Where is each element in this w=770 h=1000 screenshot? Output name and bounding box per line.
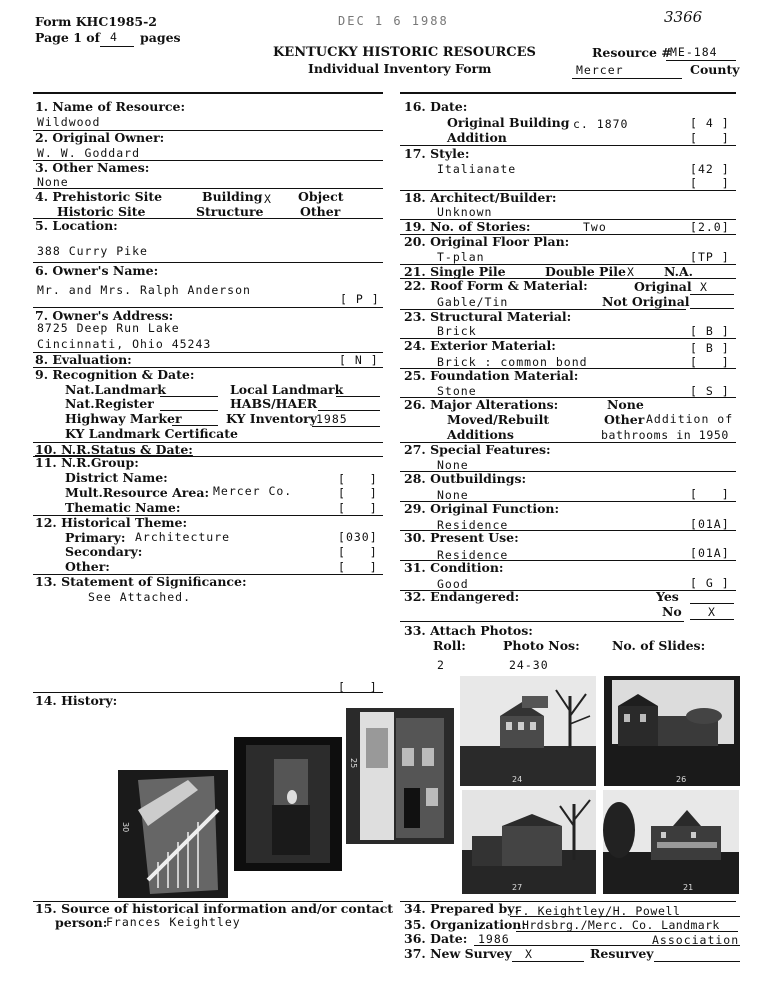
f33-roll-value: 2 [437, 658, 445, 672]
photo-26 [604, 676, 740, 786]
f12-primary: Primary: [65, 530, 126, 545]
f30-code: 01A [697, 546, 722, 560]
f29-code: 01A [697, 517, 722, 531]
f4-structure: Structure [196, 204, 264, 219]
f23-value: Brick [437, 324, 477, 338]
rule [400, 621, 684, 622]
f23-label: 23. Structural Material: [404, 309, 572, 324]
f12-secondary-bracket: [ ] [338, 545, 378, 559]
f13-value: See Attached. [88, 590, 192, 604]
f24-code: B [705, 341, 714, 355]
f4-label: 4. Prehistoric Site [35, 189, 163, 204]
f14-label: 14. History: [35, 693, 118, 708]
f4-building-mark: X [264, 192, 272, 206]
photo-25-number: 25 [349, 758, 358, 769]
f17-value: Italianate [437, 162, 517, 176]
blank-line [510, 916, 740, 917]
f26-other: Other [604, 412, 645, 427]
f25-label: 25. Foundation Material: [404, 368, 579, 383]
resource-number: ME-184 [670, 45, 718, 59]
photo-21 [603, 790, 739, 894]
photo-26-image [604, 676, 740, 786]
f5-label: 5. Location: [35, 218, 118, 233]
f16-original: Original Building [447, 115, 570, 130]
f30-value: Residence [437, 548, 509, 562]
f35-value1: Hrdsbrg./Merc. Co. Landmark [522, 918, 720, 932]
f34-value: F. Keightley/H. Powell [515, 904, 681, 918]
f37-label: 37. New Survey [404, 946, 512, 961]
f11-district: District Name: [65, 470, 168, 485]
f16-original-value: c. 1870 [573, 117, 629, 131]
f12-other: Other: [65, 559, 110, 574]
f4-historic: Historic Site [57, 204, 146, 219]
form-number: Form KHC1985-2 [35, 14, 157, 29]
f25-bracket: [ S ] [690, 384, 730, 398]
form-subtitle: Individual Inventory Form [308, 61, 492, 76]
county-label: County [690, 62, 740, 77]
f11-district-bracket: [ ] [338, 472, 378, 486]
f29-bracket: [01A] [690, 517, 730, 531]
f24-label: 24. Exterior Material: [404, 338, 556, 353]
f20-value: T-plan [437, 250, 485, 264]
photo-25-image [346, 708, 454, 844]
f17-label: 17. Style: [404, 146, 470, 161]
f13-label: 13. Statement of Significance: [35, 574, 247, 589]
f31-code: G [705, 576, 714, 590]
f2-label: 2. Original Owner: [35, 130, 165, 145]
f19-code: 2.0 [697, 220, 722, 234]
photo-27-image [462, 790, 596, 894]
photo-interior-image [234, 737, 342, 871]
f21-double: Double Pile [545, 264, 626, 279]
blank-line [690, 603, 734, 604]
f26-value2: bathrooms in 1950 [601, 428, 729, 442]
f16-original-code: 4 [705, 116, 714, 130]
f5-value: 388 Curry Pike [37, 244, 148, 258]
f16-addition: Addition [447, 130, 507, 145]
blank-line [690, 308, 734, 309]
f34-label: 34. Prepared by: [404, 901, 520, 916]
f32-no: No [662, 604, 682, 619]
f12-primary-code: 030 [345, 530, 370, 544]
f19-value: Two [583, 220, 607, 234]
f31-label: 31. Condition: [404, 560, 504, 575]
f6-value: Mr. and Mrs. Ralph Anderson [37, 283, 251, 297]
blank-line [160, 396, 218, 397]
f7-value1: 8725 Deep Run Lake [37, 321, 180, 335]
photo-30-image [118, 770, 228, 898]
f30-bracket: [01A] [690, 546, 730, 560]
f37-mark: X [525, 947, 533, 961]
photo-25 [346, 708, 454, 844]
f9-ky-certificate: KY Landmark Certificate [65, 426, 238, 441]
f36-label: 36. Date: [404, 931, 468, 946]
f16-original-bracket: [ 4 ] [690, 116, 730, 130]
f20-bracket: [TP ] [690, 250, 730, 264]
f27-value: None [437, 458, 469, 472]
f31-bracket: [ G ] [690, 576, 730, 590]
f22-original-mark: X [700, 280, 708, 294]
f8-code: N [354, 353, 363, 367]
f35-value2: Association [652, 933, 740, 947]
f33-roll: Roll: [433, 638, 466, 653]
resource-underline [666, 60, 736, 61]
f23-bracket: [ B ] [690, 324, 730, 338]
f11-mult-value: Mercer Co. [213, 484, 293, 498]
f24-bracket: [ B ] [690, 341, 730, 355]
f25-code: S [705, 384, 714, 398]
f11-mult: Mult.Resource Area: [65, 485, 210, 500]
f7-value2: Cincinnati, Ohio 45243 [37, 337, 212, 351]
f3-label: 3. Other Names: [35, 160, 150, 175]
f12-primary-bracket: [030] [338, 530, 378, 544]
f15-label: 15. Source of historical information and/or contact [35, 901, 394, 916]
county-underline [572, 78, 682, 79]
photo-21-image [603, 790, 739, 894]
blank-line [654, 961, 740, 962]
f8-label: 8. Evaluation: [35, 352, 132, 367]
left-top-rule [33, 92, 383, 94]
handwritten-number: 3366 [664, 8, 703, 26]
f15-value: Frances Keightley [106, 915, 241, 929]
f37-resurvey: Resurvey [590, 946, 654, 961]
f29-label: 29. Original Function: [404, 501, 560, 516]
photo-21-number: 21 [683, 883, 694, 892]
f36-value: 1986 [478, 932, 510, 946]
page-total: 4 [110, 30, 118, 44]
f1-value: Wildwood [37, 115, 101, 129]
f9-label: 9. Recognition & Date: [35, 367, 195, 382]
f32-no-mark: X [708, 605, 716, 619]
f26-none: None [607, 397, 644, 412]
blank-line [516, 931, 738, 932]
f28-bracket: [ ] [690, 487, 730, 501]
f11-thematic-bracket: [ ] [338, 501, 378, 515]
f17-bracket: [42 ] [690, 162, 730, 176]
photo-24-image [460, 676, 596, 786]
f33-slides: No. of Slides: [612, 638, 706, 653]
pages-label: pages [140, 30, 181, 45]
f20-label: 20. Original Floor Plan: [404, 234, 570, 249]
blank-line [312, 426, 380, 427]
f6-code-bracket: [ P ] [340, 292, 380, 306]
f12-primary-value: Architecture [135, 530, 231, 544]
photo-27 [462, 790, 596, 894]
f27-label: 27. Special Features: [404, 442, 551, 457]
f9-local-landmark: Local Landmark [230, 382, 344, 397]
f18-value: Unknown [437, 205, 493, 219]
f1-label: 1. Name of Resource: [35, 99, 186, 114]
photo-interior-fireplace [234, 737, 342, 871]
county-value: Mercer [576, 63, 624, 77]
f15-person: person: [55, 915, 108, 930]
f22-not-original: Not Original [602, 294, 690, 309]
photo-24 [460, 676, 596, 786]
page-label: Page 1 of [35, 30, 100, 45]
f24-value: Brick : common bond [437, 355, 588, 369]
f19-bracket: [2.0] [690, 220, 730, 234]
right-top-rule [400, 92, 736, 94]
photo-30 [118, 770, 228, 898]
f22-value: Gable/Tin [437, 295, 509, 309]
f23-code: B [705, 324, 714, 338]
f16-label: 16. Date: [404, 99, 468, 114]
f25-value: Stone [437, 384, 477, 398]
form-title: KENTUCKY HISTORIC RESOURCES [273, 45, 536, 60]
blank-line [690, 294, 734, 295]
f9-nat-register: Nat.Register [65, 396, 154, 411]
photo-30-number: 30 [121, 822, 130, 833]
f11-mult-bracket: [ ] [338, 486, 378, 500]
f31-value: Good [437, 577, 469, 591]
f11-thematic: Thematic Name: [65, 500, 181, 515]
f24-bracket2: [ ] [690, 355, 730, 369]
f17-bracket2: [ ] [690, 176, 730, 190]
f30-label: 30. Present Use: [404, 530, 519, 545]
f9-ky-inventory-value: 1985 [316, 412, 348, 426]
f18-label: 18. Architect/Builder: [404, 190, 557, 205]
f35-label: 35. Organization: [404, 917, 527, 932]
f21-na: N.A. [664, 264, 694, 279]
f9-ky-inventory: KY Inventory [226, 411, 318, 426]
f26-additions: Additions [447, 427, 514, 442]
f4-object: Object [298, 189, 344, 204]
f11-label: 11. N.R.Group: [35, 455, 139, 470]
f3-value: None [37, 175, 69, 189]
resource-label: Resource # [592, 45, 672, 60]
f9-nat-landmark: Nat.Landmark [65, 382, 166, 397]
f12-label: 12. Historical Theme: [35, 515, 188, 530]
photo-27-number: 27 [512, 883, 523, 892]
f14-bracket: [ ] [338, 680, 378, 694]
f6-label: 6. Owner's Name: [35, 263, 159, 278]
f21-mark: X [627, 265, 635, 279]
f33-label: 33. Attach Photos: [404, 623, 533, 638]
f26-label: 26. Major Alterations: [404, 397, 559, 412]
blank-line [512, 961, 584, 962]
f21-label: 21. Single Pile [404, 264, 506, 279]
f28-value: None [437, 488, 469, 502]
f29-value: Residence [437, 518, 509, 532]
f2-value: W. W. Goddard [37, 146, 141, 160]
f9-habs: HABS/HAER [230, 396, 318, 411]
blank-line [318, 410, 380, 411]
f32-label: 32. Endangered: [404, 589, 520, 604]
f33-photo-nos: Photo Nos: [503, 638, 580, 653]
f26-moved: Moved/Rebuilt [447, 412, 550, 427]
f33-photo-value: 24-30 [509, 658, 549, 672]
blank-line [336, 396, 380, 397]
f9-highway: Highway Marker [65, 411, 182, 426]
f19-label: 19. No. of Stories: [404, 219, 531, 234]
f22-label: 22. Roof Form & Material: [404, 278, 588, 293]
f20-code: TP [697, 250, 714, 264]
f7-label: 7. Owner's Address: [35, 308, 174, 323]
f28-label: 28. Outbuildings: [404, 471, 527, 486]
f32-yes: Yes [656, 589, 679, 604]
received-stamp: DEC 1 6 1988 [338, 14, 449, 28]
f12-secondary: Secondary: [65, 544, 143, 559]
f6-code: P [355, 292, 364, 306]
f22-original: Original [634, 279, 692, 294]
f4-other: Other [300, 204, 341, 219]
photo-26-number: 26 [676, 775, 687, 784]
f26-value1: Addition of [646, 412, 734, 426]
page-total-underline [100, 46, 134, 47]
f16-addition-bracket: [ ] [690, 131, 730, 145]
blank-line [690, 619, 734, 620]
f10-label: 10. N.R.Status & Date: [35, 442, 193, 457]
f17-code: 42 [697, 162, 714, 176]
f12-other-bracket: [ ] [338, 560, 378, 574]
f8-code-bracket: [ N ] [339, 353, 379, 367]
photo-24-number: 24 [512, 775, 523, 784]
f4-building: Building [202, 189, 263, 204]
